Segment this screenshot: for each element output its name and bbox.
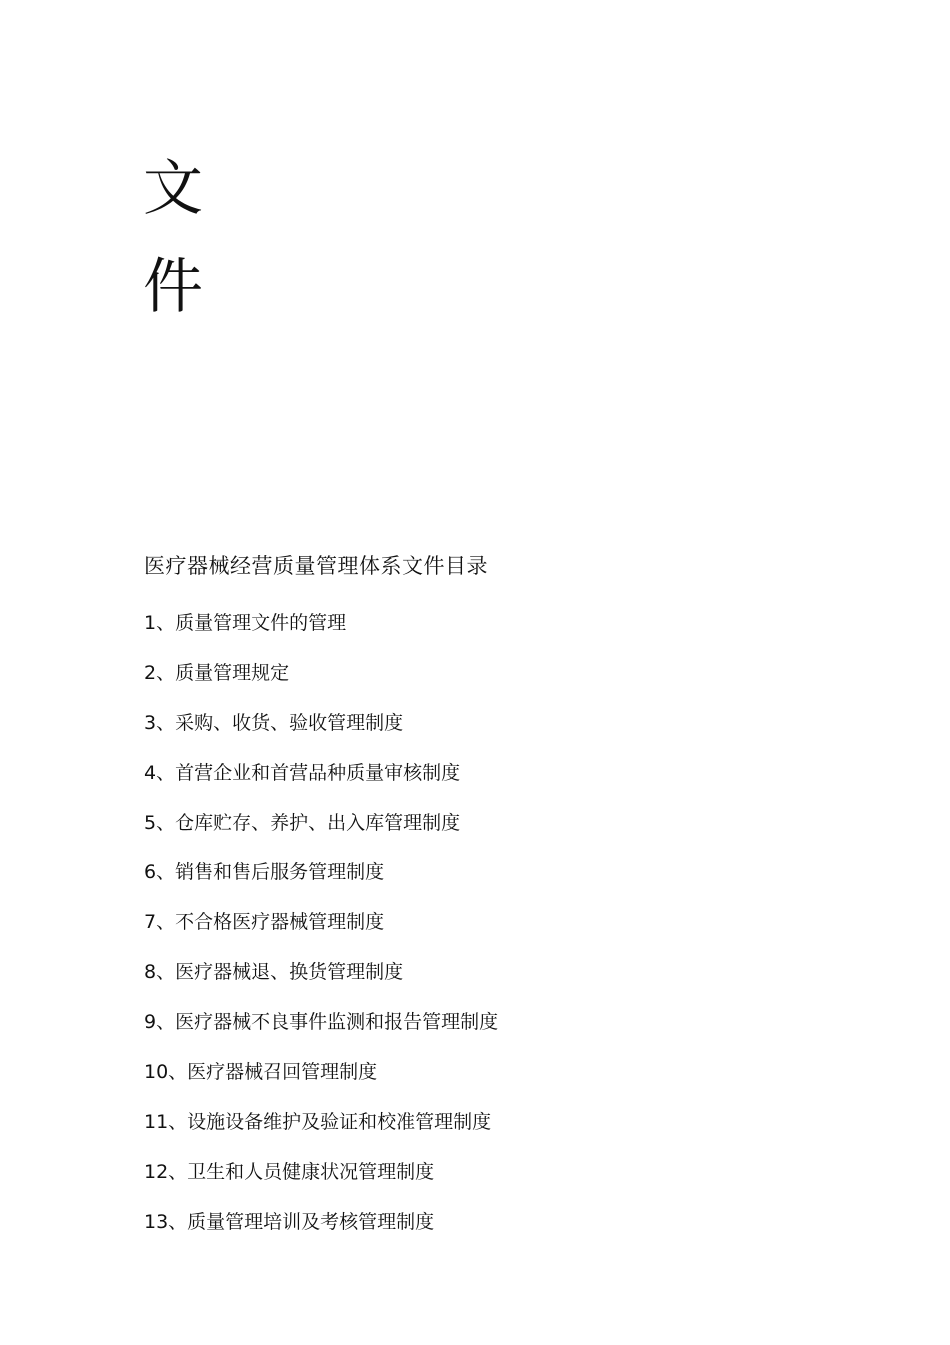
toc-item: 1、质量管理文件的管理 <box>144 612 347 634</box>
toc-heading: 医疗器械经营质量管理体系文件目录 <box>144 554 488 578</box>
toc-item: 7、不合格医疗器械管理制度 <box>144 911 385 934</box>
toc-item: 9、医疗器械不良事件监测和报告管理制度 <box>144 1011 499 1034</box>
cover-title <box>143 140 223 336</box>
toc-item: 10、医疗器械召回管理制度 <box>144 1061 378 1084</box>
toc-item: 8、医疗器械退、换货管理制度 <box>144 961 404 984</box>
cover-title-char: 文 <box>143 154 203 224</box>
toc-item: 3、采购、收货、验收管理制度 <box>144 711 404 734</box>
toc-item: 2、质量管理规定 <box>144 661 290 684</box>
table-of-contents <box>144 546 844 1247</box>
toc-item: 11、设施设备维护及验证和校准管理制度 <box>144 1110 492 1133</box>
toc-item: 4、首营企业和首营品种质量审核制度 <box>144 761 461 784</box>
cover-title-char: 件 <box>143 252 203 322</box>
toc-item: 5、仓库贮存、养护、出入库管理制度 <box>144 811 461 834</box>
toc-list <box>144 598 844 1247</box>
toc-item: 13、质量管理培训及考核管理制度 <box>144 1210 435 1233</box>
toc-item: 12、卫生和人员健康状况管理制度 <box>144 1160 435 1183</box>
toc-item: 6、销售和售后服务管理制度 <box>144 861 385 884</box>
